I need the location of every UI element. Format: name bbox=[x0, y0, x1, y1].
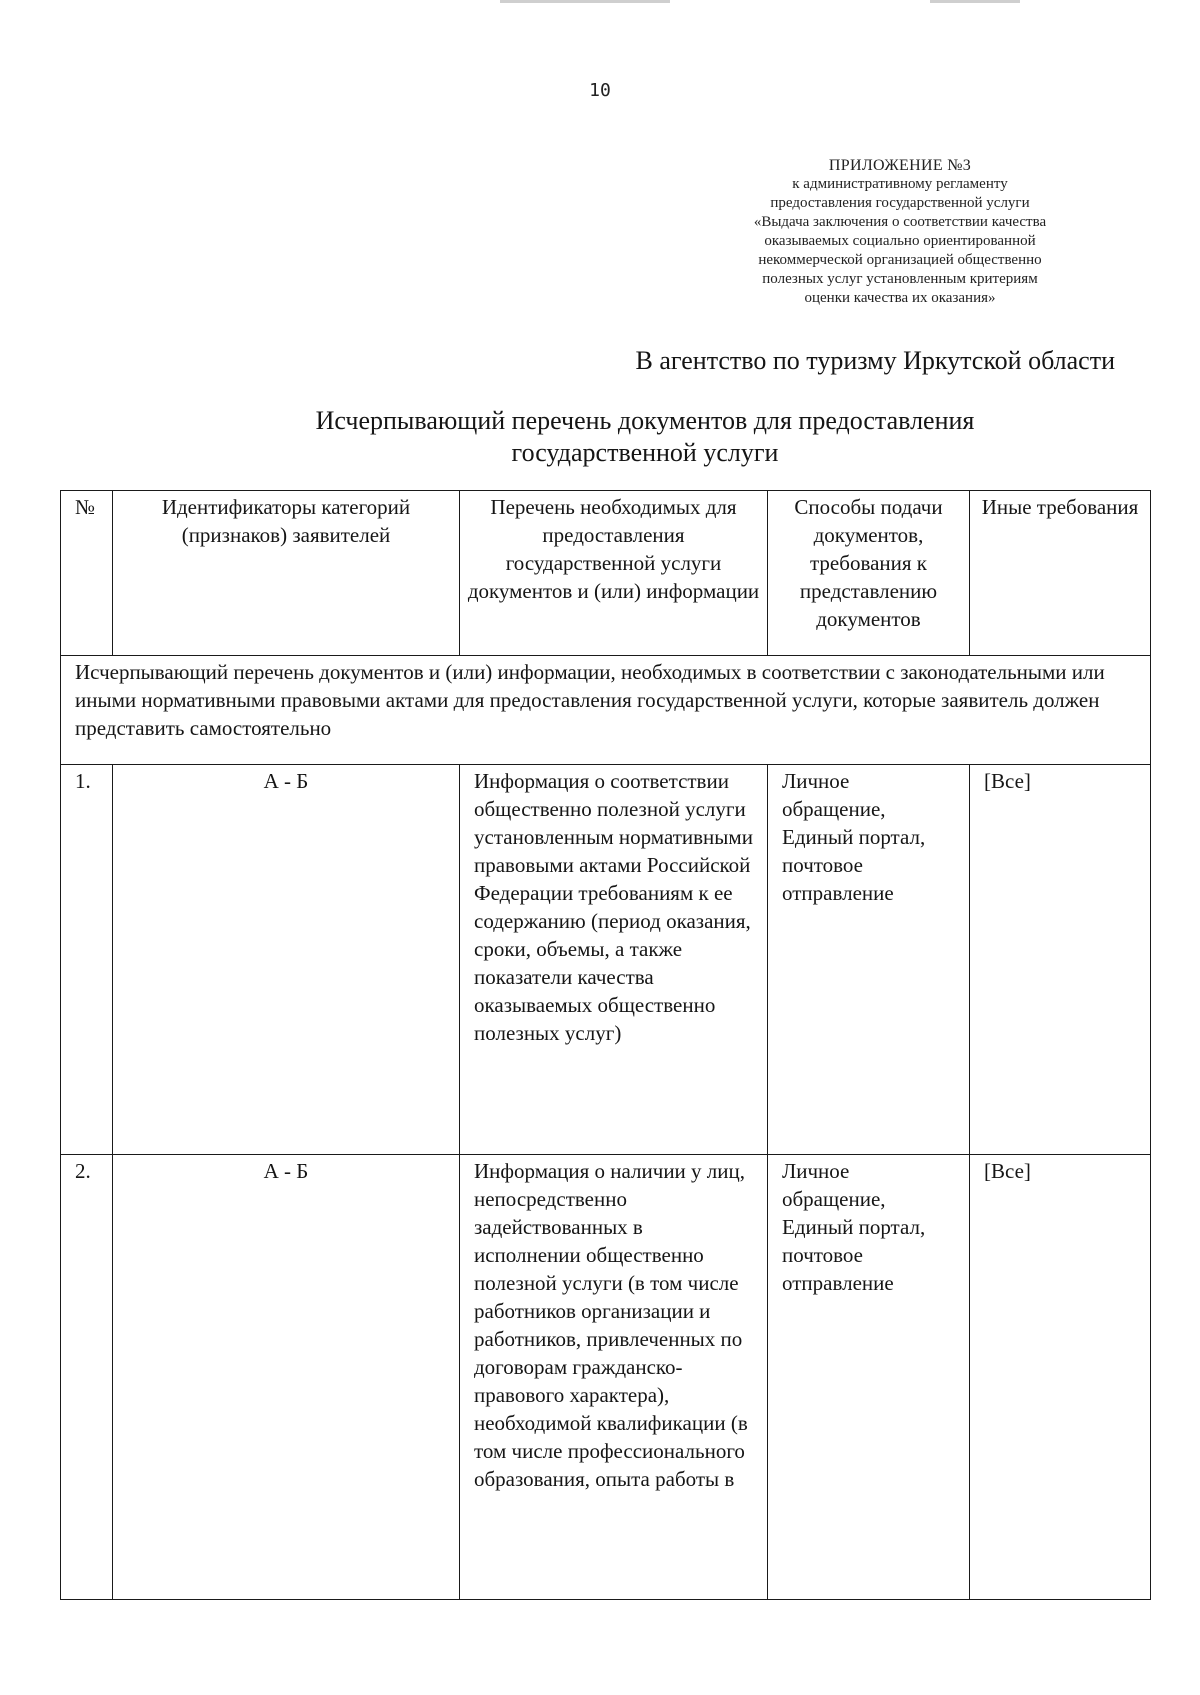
addressee: В агентство по туризму Иркутской области bbox=[635, 346, 1115, 375]
row-methods: Личное обращение, Единый портал, почтовое отправление bbox=[768, 1155, 970, 1600]
row-documents-cell bbox=[460, 1155, 768, 1600]
appendix-line: «Выдача заключения о соответствии качества bbox=[753, 214, 1047, 230]
row-other: [Все] bbox=[970, 765, 1151, 1155]
header-other: Иные требования bbox=[970, 491, 1151, 656]
header-number: № bbox=[61, 491, 113, 656]
row-number: 1. bbox=[61, 765, 113, 1155]
row-number: 2. bbox=[61, 1155, 113, 1600]
row-category: А - Б bbox=[113, 765, 460, 1155]
page-number: 10 bbox=[589, 80, 611, 101]
documents-table bbox=[60, 490, 1151, 1600]
scan-artifact bbox=[930, 0, 1020, 3]
row-other: [Все] bbox=[970, 1155, 1151, 1600]
document-title-line: Исчерпывающий перечень документов для предоставления bbox=[315, 406, 975, 435]
document-title-line: государственной услуги bbox=[511, 438, 779, 467]
appendix-block bbox=[690, 156, 1110, 308]
table-header-row bbox=[61, 491, 1151, 656]
table-row bbox=[61, 765, 1151, 1155]
row-methods: Личное обращение, Единый портал, почтовое отправление bbox=[768, 765, 970, 1155]
scan-artifact bbox=[500, 0, 670, 3]
appendix-line: оказываемых социально ориентированной bbox=[764, 233, 1036, 249]
header-methods: Способы подачи документов, требования к представлению документов bbox=[768, 491, 970, 656]
appendix-line: оценки качества их оказания» bbox=[804, 290, 996, 306]
row-documents: Информация о соответствии общественно полезной услуги установленным нормативными правовыми актами Российской Федерации требованиям к ее содержанию (период оказания, сроки, объемы, а также показатели качества оказываемых общественно полезных услуг) bbox=[460, 765, 768, 1155]
table-section-row bbox=[61, 656, 1151, 765]
appendix-line: некоммерческой организацией общественно bbox=[758, 252, 1042, 268]
row-documents: Информация о наличии у лиц, непосредственно задействованных в исполнении общественно полезной услуги (в том числе работников организации и работников, привлеченных по договорам гражданско-правового характера), необходимой квалификации (в том числе профессионального образования, опыта работы в bbox=[474, 1159, 748, 1491]
section-text: Исчерпывающий перечень документов и (или) информации, необходимых в соответствии с законодательными или иными нормативными правовыми актами для предоставления государственной услуги, которые заявитель должен представить самостоятельно bbox=[61, 656, 1151, 765]
row-category: А - Б bbox=[113, 1155, 460, 1600]
table-row bbox=[61, 1155, 1151, 1600]
appendix-line: предоставления государственной услуги bbox=[770, 195, 1030, 211]
header-documents: Перечень необходимых для предоставления государственной услуги документов и (или) информации bbox=[460, 491, 768, 656]
appendix-line: к административному регламенту bbox=[792, 176, 1008, 192]
document-title bbox=[0, 405, 1200, 469]
header-category: Идентификаторы категорий (признаков) заявителей bbox=[113, 491, 460, 656]
appendix-line: полезных услуг установленным критериям bbox=[762, 271, 1038, 287]
appendix-heading: ПРИЛОЖЕНИЕ №3 bbox=[828, 157, 972, 174]
